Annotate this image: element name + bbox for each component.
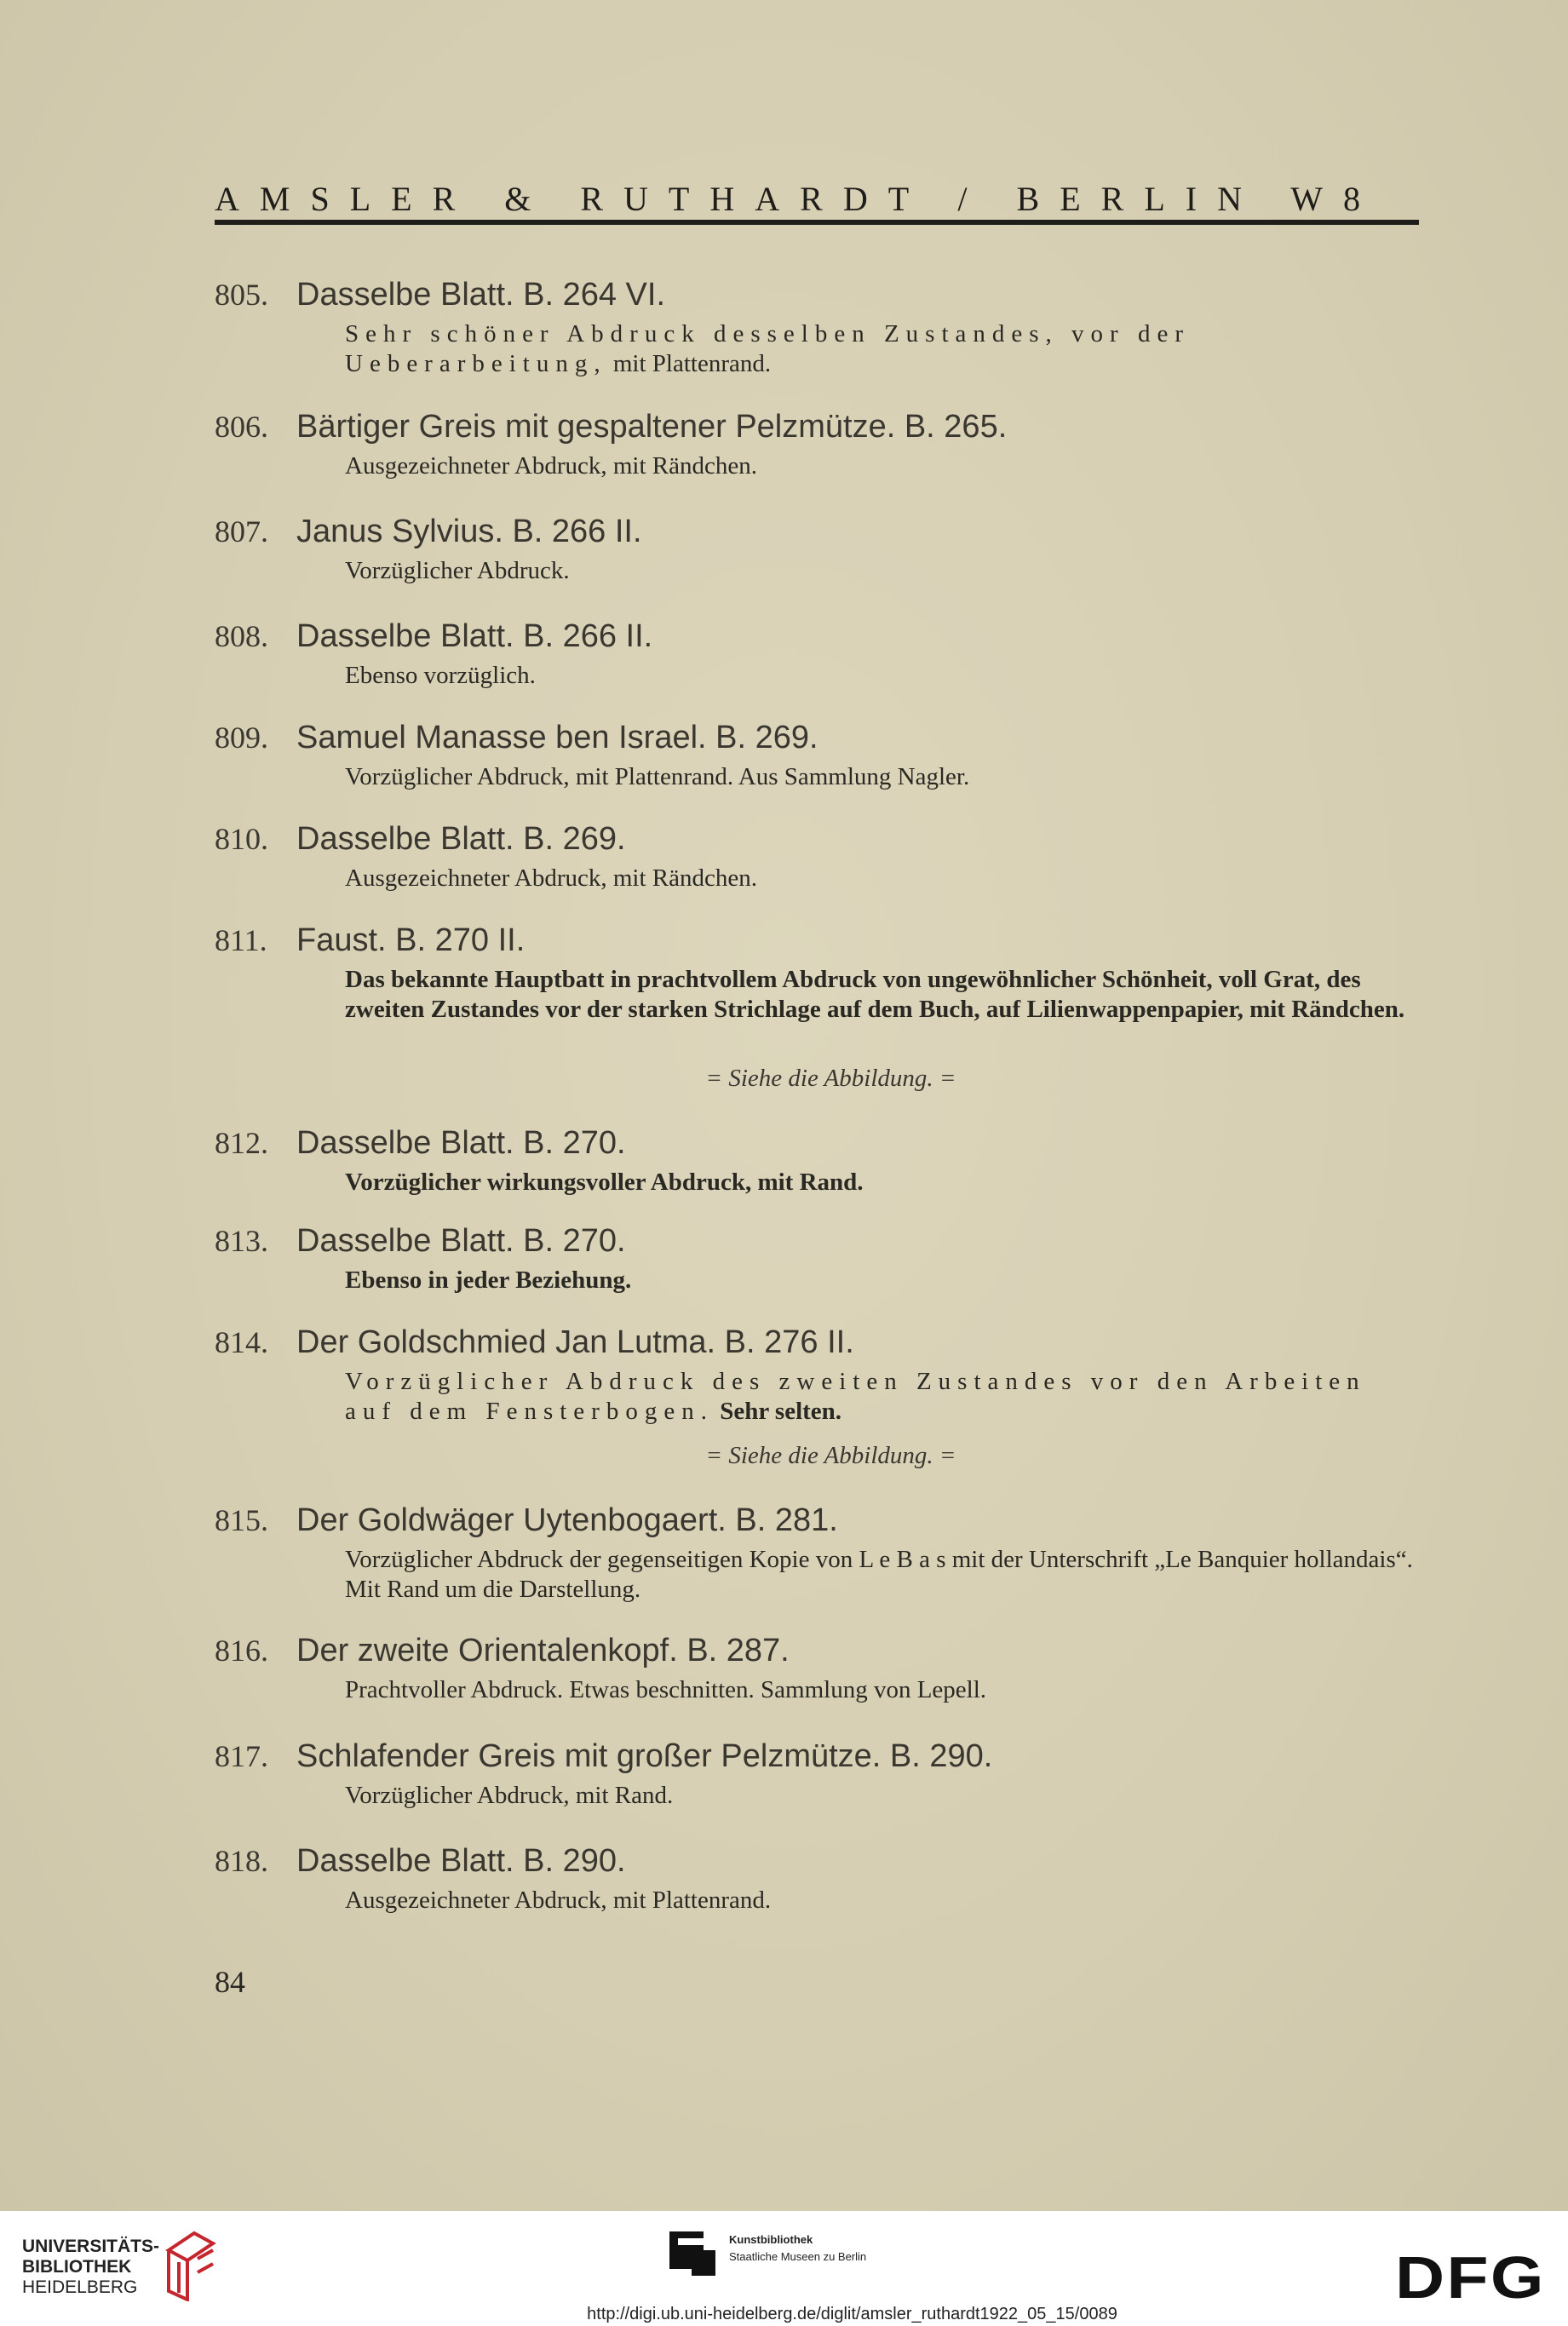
footer-bar: [0, 2211, 1568, 2326]
entry-description: [345, 319, 1422, 379]
entry-number: 815.: [215, 1503, 268, 1537]
entry-number: 808.: [215, 619, 268, 653]
entry-number: 818.: [215, 1844, 268, 1878]
kunstbibliothek-logo-icon: [669, 2231, 721, 2279]
entry-description: [345, 1367, 1422, 1427]
entry-title: Schlafender Greis mit großer Pelzmütze. B. 290.: [296, 1738, 993, 1774]
entry-description: Ausgezeichneter Abdruck, mit Rändchen.: [345, 864, 757, 892]
entry-title: Der zweite Orientalenkopf. B. 287.: [296, 1633, 790, 1668]
entry-title: Bärtiger Greis mit gespaltener Pelzmütze. B. 265.: [296, 409, 1008, 445]
entry-title: Janus Sylvius. B. 266 II.: [296, 514, 642, 549]
entry-title: Der Goldschmied Jan Lutma. B. 276 II.: [296, 1324, 854, 1360]
kunstbibliothek-label: [729, 2231, 866, 2266]
entry-title: Dasselbe Blatt. B. 269.: [296, 821, 626, 857]
ub-line-3: HEIDELBERG: [22, 2277, 138, 2297]
entry-description: Ebenso in jeder Beziehung.: [345, 1266, 632, 1294]
entry-description: Ausgezeichneter Abdruck, mit Plattenrand.: [345, 1887, 772, 1914]
entry-description: Das bekannte Hauptbatt in prachtvollem Abdruck von ungewöhnlicher Schönheit, voll Grat, des zweiten Zustandes vor der starken Strichlage auf dem Buch, auf Lilienwappenpapier, mit Rändchen.: [345, 966, 1405, 1023]
entry-description: Vorzüglicher Abdruck.: [345, 557, 570, 584]
page-number: 84: [215, 1965, 245, 1999]
page-header: AMSLER & RUTHARDT / BERLIN W8: [215, 180, 1381, 218]
kb-line-2: Staatliche Museen zu Berlin: [729, 2250, 867, 2263]
figure-note: = Siehe die Abbildung. =: [705, 1442, 956, 1469]
dfg-logo: DFG: [1395, 2244, 1546, 2311]
entry-title: Dasselbe Blatt. B. 270.: [296, 1125, 626, 1161]
source-url[interactable]: http://digi.ub.uni-heidelberg.de/diglit/amsler_ruthardt1922_05_15/0089: [587, 2305, 1117, 2323]
entry-description: Vorzüglicher Abdruck der gegenseitigen Kopie von L e B a s mit der Unterschrift „Le Banquier hollandais“. Mit Rand um die Darstellung.: [345, 1546, 1413, 1603]
entry-description: Prachtvoller Abdruck. Etwas beschnitten. Sammlung von Lepell.: [345, 1676, 987, 1703]
entry-number: 816.: [215, 1634, 268, 1668]
ub-heidelberg-label: [22, 2237, 159, 2298]
entry-description: Vorzüglicher Abdruck, mit Rand.: [345, 1782, 674, 1809]
entry-number: 807.: [215, 514, 268, 548]
entry-description-spaced: Vorzüglicher Abdruck des zweiten Zustandes vor den Arbeiten auf dem Fensterbogen.: [345, 1368, 1366, 1425]
entry-description-tail: Sehr selten.: [713, 1398, 842, 1425]
entry-description: Ausgezeichneter Abdruck, mit Rändchen.: [345, 452, 757, 480]
figure-note: = Siehe die Abbildung. =: [705, 1065, 956, 1092]
entry-number: 814.: [215, 1325, 268, 1359]
entry-number: 810.: [215, 822, 268, 856]
entry-description-spaced: Sehr schöner Abdruck desselben Zustandes, vor der Ueberarbeitung,: [345, 320, 1190, 377]
entry-description: Vorzüglicher Abdruck, mit Plattenrand. Aus Sammlung Nagler.: [345, 763, 970, 790]
entry-number: 809.: [215, 721, 268, 755]
entry-number: 817.: [215, 1739, 268, 1773]
entry-title: Faust. B. 270 II.: [296, 922, 526, 958]
ub-heidelberg-logo-icon: [160, 2225, 220, 2301]
ub-line-2: BIBLIOTHEK: [22, 2257, 132, 2277]
header-rule: [215, 220, 1419, 225]
kb-line-1: Kunstbibliothek: [729, 2233, 813, 2246]
entry-description: Vorzüglicher wirkungsvoller Abdruck, mit Rand.: [345, 1169, 864, 1196]
ub-line-1: UNIVERSITÄTS-: [22, 2237, 160, 2256]
entry-number: 805.: [215, 278, 268, 312]
entry-title: Dasselbe Blatt. B. 270.: [296, 1223, 626, 1259]
entry-title: Der Goldwäger Uytenbogaert. B. 281.: [296, 1502, 838, 1538]
entry-title: Dasselbe Blatt. B. 264 VI.: [296, 277, 666, 313]
entry-title: Samuel Manasse ben Israel. B. 269.: [296, 720, 818, 755]
entry-description-tail: mit Plattenrand.: [606, 350, 772, 377]
entry-title: Dasselbe Blatt. B. 266 II.: [296, 618, 653, 654]
entry-number: 806.: [215, 410, 268, 444]
entry-number: 812.: [215, 1126, 268, 1160]
entry-number: 811.: [215, 923, 267, 957]
entry-title: Dasselbe Blatt. B. 290.: [296, 1843, 626, 1879]
entry-description: Ebenso vorzüglich.: [345, 662, 536, 689]
entry-number: 813.: [215, 1224, 268, 1258]
